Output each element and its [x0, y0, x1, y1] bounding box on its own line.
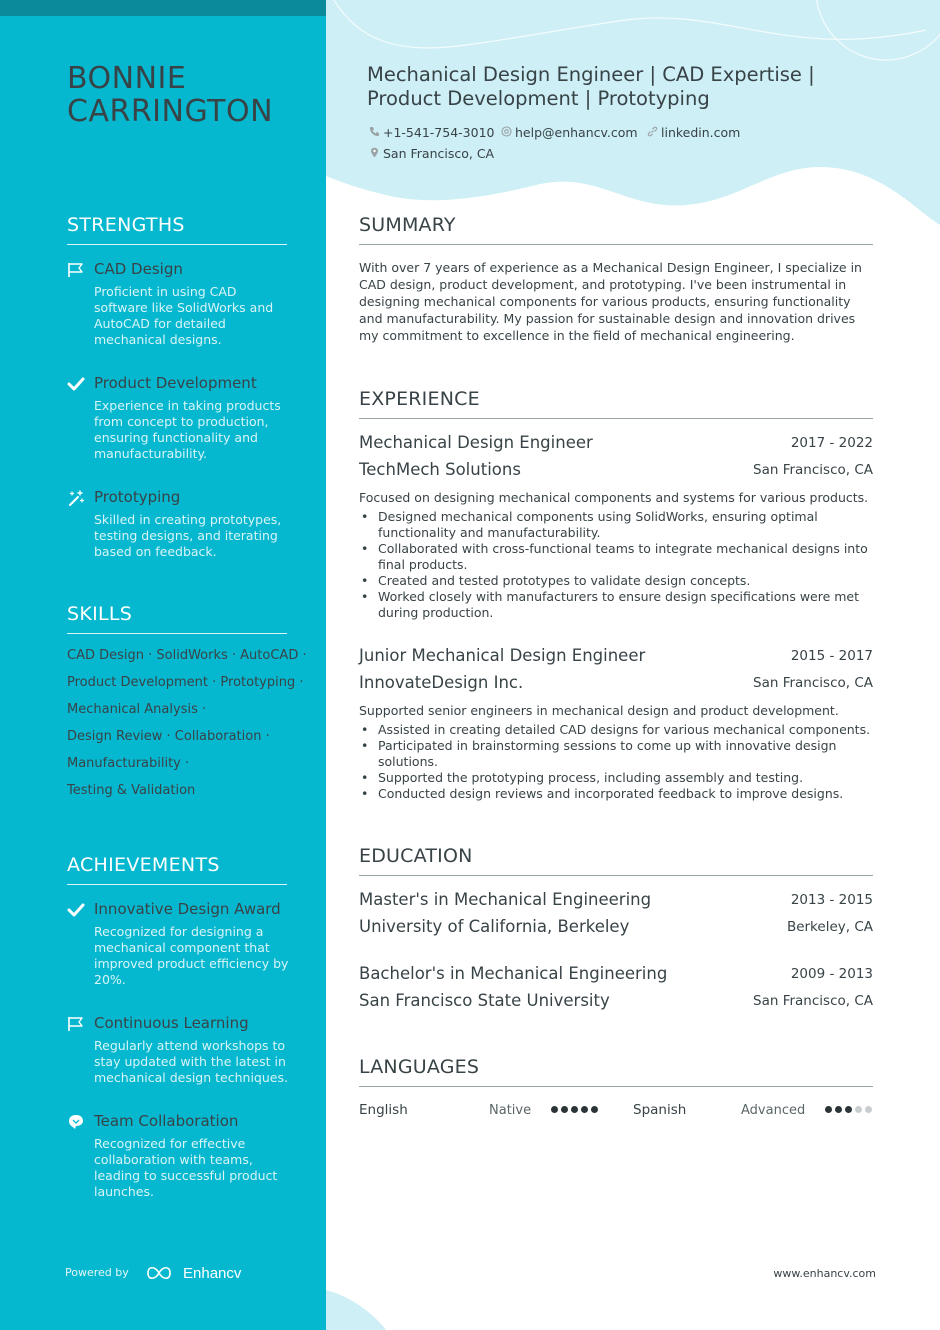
check-icon — [67, 902, 85, 918]
rating-dot — [855, 1106, 862, 1113]
job-company: InnovateDesign Inc. — [359, 673, 524, 692]
achievements-divider — [67, 884, 287, 885]
job-company: TechMech Solutions — [359, 460, 521, 479]
achievement-item — [67, 1112, 292, 1212]
job-bullet: • Worked closely with manufacturers to ensure design specifications were met during production. — [359, 589, 873, 621]
achievement-title: Team Collaboration — [94, 1112, 239, 1130]
strengths-divider — [67, 244, 287, 245]
handshake-icon — [67, 1114, 85, 1130]
strengths-title: STRENGTHS — [67, 214, 185, 236]
skill-line: Design Review · Collaboration · — [67, 729, 270, 744]
job-bullet: • Collaborated with cross-functional teams to integrate mechanical designs into final products. — [359, 541, 873, 573]
strength-item — [67, 374, 292, 474]
achievement-item — [67, 1014, 292, 1104]
job-bullet: • Assisted in creating detailed CAD designs for various mechanical components. — [359, 722, 873, 738]
job-description: Focused on designing mechanical components and systems for various products. — [359, 490, 869, 505]
skill-line: CAD Design · SolidWorks · AutoCAD · — [67, 648, 307, 663]
strength-desc: Experience in taking products from concept to production, ensuring functionality and manufacturability. — [94, 398, 281, 461]
job-bullet: • Supported the prototyping process, including assembly and testing. — [359, 770, 873, 786]
location: San Francisco, CA — [383, 146, 494, 161]
summary-title: SUMMARY — [359, 214, 456, 236]
education-school: San Francisco State University — [359, 991, 610, 1010]
rating-dot — [591, 1106, 598, 1113]
candidate-name: BONNIE CARRINGTON — [67, 61, 274, 129]
wave-decoration — [326, 0, 940, 1330]
job-role: Junior Mechanical Design Engineer — [359, 646, 646, 665]
flag-icon — [67, 262, 85, 278]
experience-divider — [359, 418, 873, 419]
magic-wand-icon — [67, 490, 85, 506]
at-icon — [501, 126, 512, 137]
strength-desc: Skilled in creating prototypes, testing designs, and iterating based on feedback. — [94, 512, 282, 559]
location-pin-icon — [369, 147, 380, 158]
achievement-item — [67, 900, 292, 1000]
experience-title: EXPERIENCE — [359, 388, 480, 410]
job-location: San Francisco, CA — [753, 675, 873, 691]
job-bullet: • Participated in brainstorming sessions to come up with innovative design solutions. — [359, 738, 873, 770]
education-divider — [359, 875, 873, 876]
job-description: Supported senior engineers in mechanical design and product development. — [359, 703, 839, 718]
enhancv-logo[interactable] — [145, 1261, 255, 1285]
enhancv-logo-text: Enhancv — [183, 1265, 242, 1282]
education-degree: Bachelor's in Mechanical Engineering — [359, 964, 668, 983]
linkedin[interactable]: linkedin.com — [661, 125, 740, 140]
powered-by-label: Powered by — [65, 1266, 129, 1279]
job-dates: 2017 - 2022 — [790, 435, 873, 451]
phone-icon — [369, 126, 380, 137]
education-title: EDUCATION — [359, 845, 473, 867]
language-level: Advanced — [741, 1103, 806, 1118]
email[interactable]: help@enhancv.com — [515, 125, 638, 140]
skill-line: Mechanical Analysis · — [67, 702, 207, 717]
link-icon — [647, 126, 658, 137]
summary-divider — [359, 244, 873, 245]
rating-dot — [571, 1106, 578, 1113]
language-name: English — [359, 1102, 408, 1118]
skill-line: Testing & Validation — [67, 783, 196, 798]
education-dates: 2013 - 2015 — [790, 892, 873, 908]
education-school: University of California, Berkeley — [359, 917, 630, 936]
rating-dot — [561, 1106, 568, 1113]
language-rating — [551, 1106, 601, 1114]
skill-line: Manufacturability · — [67, 756, 190, 771]
languages-divider — [359, 1086, 873, 1087]
footer-url[interactable]: www.enhancv.com — [773, 1267, 876, 1280]
strength-item — [67, 488, 292, 568]
achievement-title: Continuous Learning — [94, 1014, 249, 1032]
strength-title: Prototyping — [94, 488, 181, 506]
strength-title: Product Development — [94, 374, 257, 392]
summary-text: With over 7 years of experience as a Mechanical Design Engineer, I specialize in CAD design, product development, and prototyping. I've been instrumental in designing mechanical components for various products, ensuring functionality and manufacturability. My passion for sustainable design and innovation drives my commitment to excellence in the field of mechanical engineering. — [359, 260, 862, 343]
achievement-desc: Regularly attend workshops to stay updated with the latest in mechanical design techniques. — [94, 1038, 288, 1085]
job-role: Mechanical Design Engineer — [359, 433, 593, 452]
language-level: Native — [489, 1103, 532, 1118]
flag-icon — [67, 1016, 85, 1032]
achievement-desc: Recognized for designing a mechanical component that improved product efficiency by 20%. — [94, 924, 289, 987]
skill-line: Product Development · Prototyping · — [67, 675, 304, 690]
rating-dot — [835, 1106, 842, 1113]
strength-item — [67, 260, 292, 360]
rating-dot — [825, 1106, 832, 1113]
rating-dot — [581, 1106, 588, 1113]
education-dates: 2009 - 2013 — [790, 966, 873, 982]
header-wave-background — [326, 0, 940, 1330]
rating-dot — [551, 1106, 558, 1113]
job-dates: 2015 - 2017 — [790, 648, 873, 664]
job-bullets — [359, 509, 873, 621]
sidebar-top-band — [0, 0, 326, 16]
rating-dot — [845, 1106, 852, 1113]
language-rating — [825, 1106, 875, 1114]
check-icon — [67, 376, 85, 392]
job-location: San Francisco, CA — [753, 462, 873, 478]
job-bullet: • Conducted design reviews and incorporated feedback to improve designs. — [359, 786, 873, 802]
achievement-desc: Recognized for effective collaboration with teams, leading to successful product launches. — [94, 1136, 278, 1199]
language-name: Spanish — [633, 1102, 687, 1118]
skills-list — [67, 648, 307, 810]
achievement-title: Innovative Design Award — [94, 900, 281, 918]
job-bullet: • Created and tested prototypes to validate design concepts. — [359, 573, 873, 589]
skills-divider — [67, 633, 287, 634]
languages-title: LANGUAGES — [359, 1056, 480, 1078]
strength-desc: Proficient in using CAD software like SolidWorks and AutoCAD for detailed mechanical designs. — [94, 284, 274, 347]
education-location: San Francisco, CA — [753, 993, 873, 1009]
strength-title: CAD Design — [94, 260, 183, 278]
phone[interactable]: +1-541-754-3010 — [383, 125, 495, 140]
achievements-title: ACHIEVEMENTS — [67, 854, 220, 876]
education-degree: Master's in Mechanical Engineering — [359, 890, 652, 909]
job-bullets — [359, 722, 873, 802]
job-bullet: • Designed mechanical components using SolidWorks, ensuring optimal functionality and manufacturability. — [359, 509, 873, 541]
education-location: Berkeley, CA — [786, 919, 873, 935]
headline: Mechanical Design Engineer | CAD Expertise | Product Development | Prototyping — [367, 63, 815, 110]
rating-dot — [865, 1106, 872, 1113]
skills-title: SKILLS — [67, 603, 133, 625]
